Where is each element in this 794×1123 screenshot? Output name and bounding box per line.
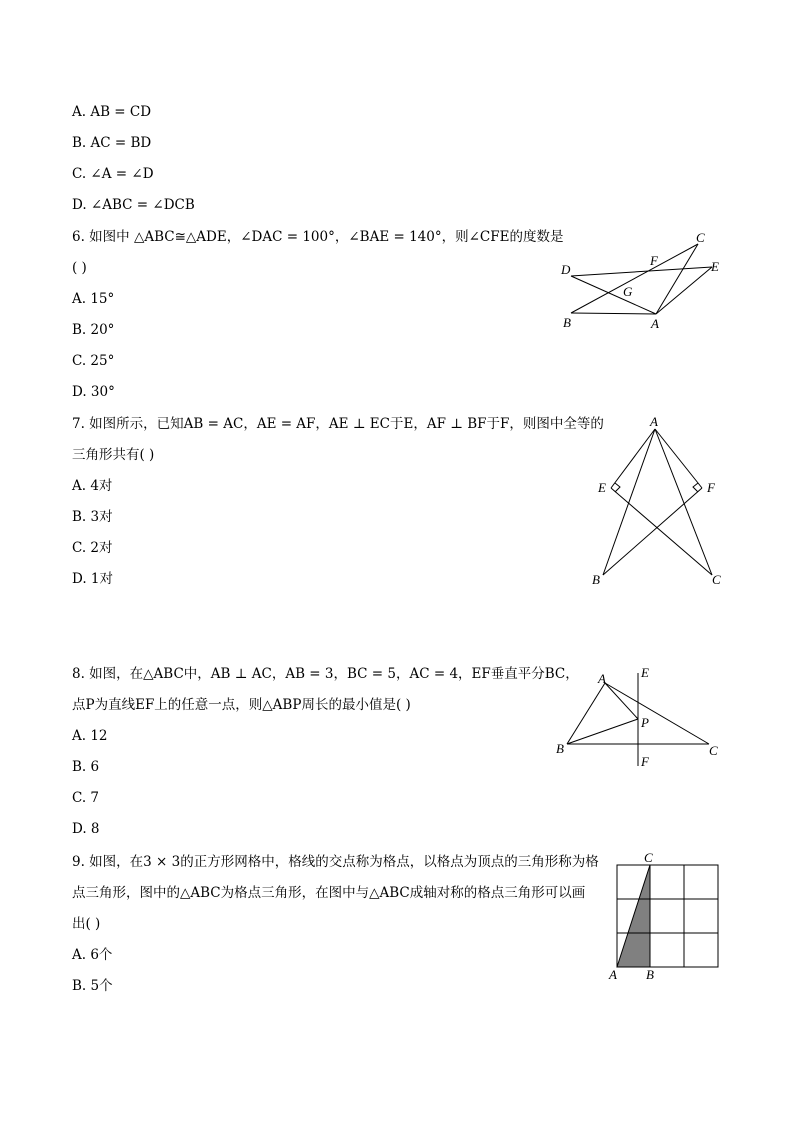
q7-option-b: B. 3对 bbox=[72, 509, 113, 525]
q6-label-C: C bbox=[696, 230, 705, 245]
q6-label-E: E bbox=[711, 259, 719, 274]
q9-stem-line1: 9. 如图，在3 × 3的正方形网格中，格线的交点称为格点，以格点为顶点的三角形称为格 bbox=[72, 854, 599, 870]
q5-option-a: A. AB = CD bbox=[72, 104, 152, 120]
q9-option-a: A. 6个 bbox=[72, 947, 113, 963]
q8-label-F: F bbox=[641, 754, 649, 769]
q9-stem-line2: 点三角形，图中的△ABC为格点三角形，在图中与△ABC成轴对称的格点三角形可以画 bbox=[72, 885, 586, 901]
q7-label-E: E bbox=[598, 480, 606, 495]
q7-option-a: A. 4对 bbox=[72, 478, 113, 494]
q6-label-A: A bbox=[651, 316, 659, 331]
q7-label-B: B bbox=[592, 572, 600, 587]
q5-option-c: C. ∠A = ∠D bbox=[72, 166, 154, 182]
q7-label-C: C bbox=[712, 572, 721, 587]
q8-label-P: P bbox=[641, 715, 649, 730]
q8-option-c: C. 7 bbox=[72, 790, 100, 806]
q9-label-C: C bbox=[644, 850, 653, 865]
q9-label-A: A bbox=[609, 967, 617, 982]
q8-label-C: C bbox=[709, 743, 718, 758]
q8-option-a: A. 12 bbox=[72, 728, 108, 744]
q7-label-A: A bbox=[650, 414, 658, 429]
q6-stem-line1: 6. 如图中 △ABC≅△ADE，∠DAC = 100°，∠BAE = 140°，则∠CFE的度数是 bbox=[72, 229, 564, 245]
q6-label-F: F bbox=[650, 253, 658, 268]
q8-stem-line1: 8. 如图，在△ABC中，AB ⊥ AC，AB = 3，BC = 5，AC = 4，EF垂直平分BC， bbox=[72, 666, 579, 682]
q8-stem-line2: 点P为直线EF上的任意一点，则△ABP周长的最小值是( ) bbox=[72, 697, 411, 713]
q8-label-E: E bbox=[641, 665, 649, 680]
q6-label-D: D bbox=[561, 262, 571, 277]
q8-label-B: B bbox=[556, 741, 564, 756]
q6-option-b: B. 20° bbox=[72, 322, 115, 338]
q7-stem-line1: 7. 如图所示，已知AB = AC，AE = AF，AE ⊥ EC于E，AF ⊥ BF于F，则图中全等的 bbox=[72, 416, 604, 432]
q5-option-b: B. AC = BD bbox=[72, 135, 152, 151]
q7-label-F: F bbox=[707, 480, 715, 495]
q8-option-d: D. 8 bbox=[72, 821, 100, 837]
q6-stem-line2: ( ) bbox=[72, 260, 87, 276]
q9-label-B: B bbox=[646, 967, 654, 982]
q8-option-b: B. 6 bbox=[72, 759, 100, 775]
q6-option-a: A. 15° bbox=[72, 291, 115, 307]
q6-option-d: D. 30° bbox=[72, 384, 115, 400]
q7-stem-line2: 三角形共有( ) bbox=[72, 447, 155, 463]
q6-label-G: G bbox=[623, 284, 633, 299]
q9-triangle-abc bbox=[617, 865, 650, 967]
q8-label-A: A bbox=[598, 671, 606, 686]
q9-option-b: B. 5个 bbox=[72, 978, 113, 994]
q6-option-c: C. 25° bbox=[72, 353, 115, 369]
q7-option-d: D. 1对 bbox=[72, 571, 114, 587]
q6-label-B: B bbox=[563, 315, 571, 330]
q5-option-d: D. ∠ABC = ∠DCB bbox=[72, 197, 195, 213]
q7-option-c: C. 2对 bbox=[72, 540, 113, 556]
q9-stem-line3: 出( ) bbox=[72, 916, 101, 932]
